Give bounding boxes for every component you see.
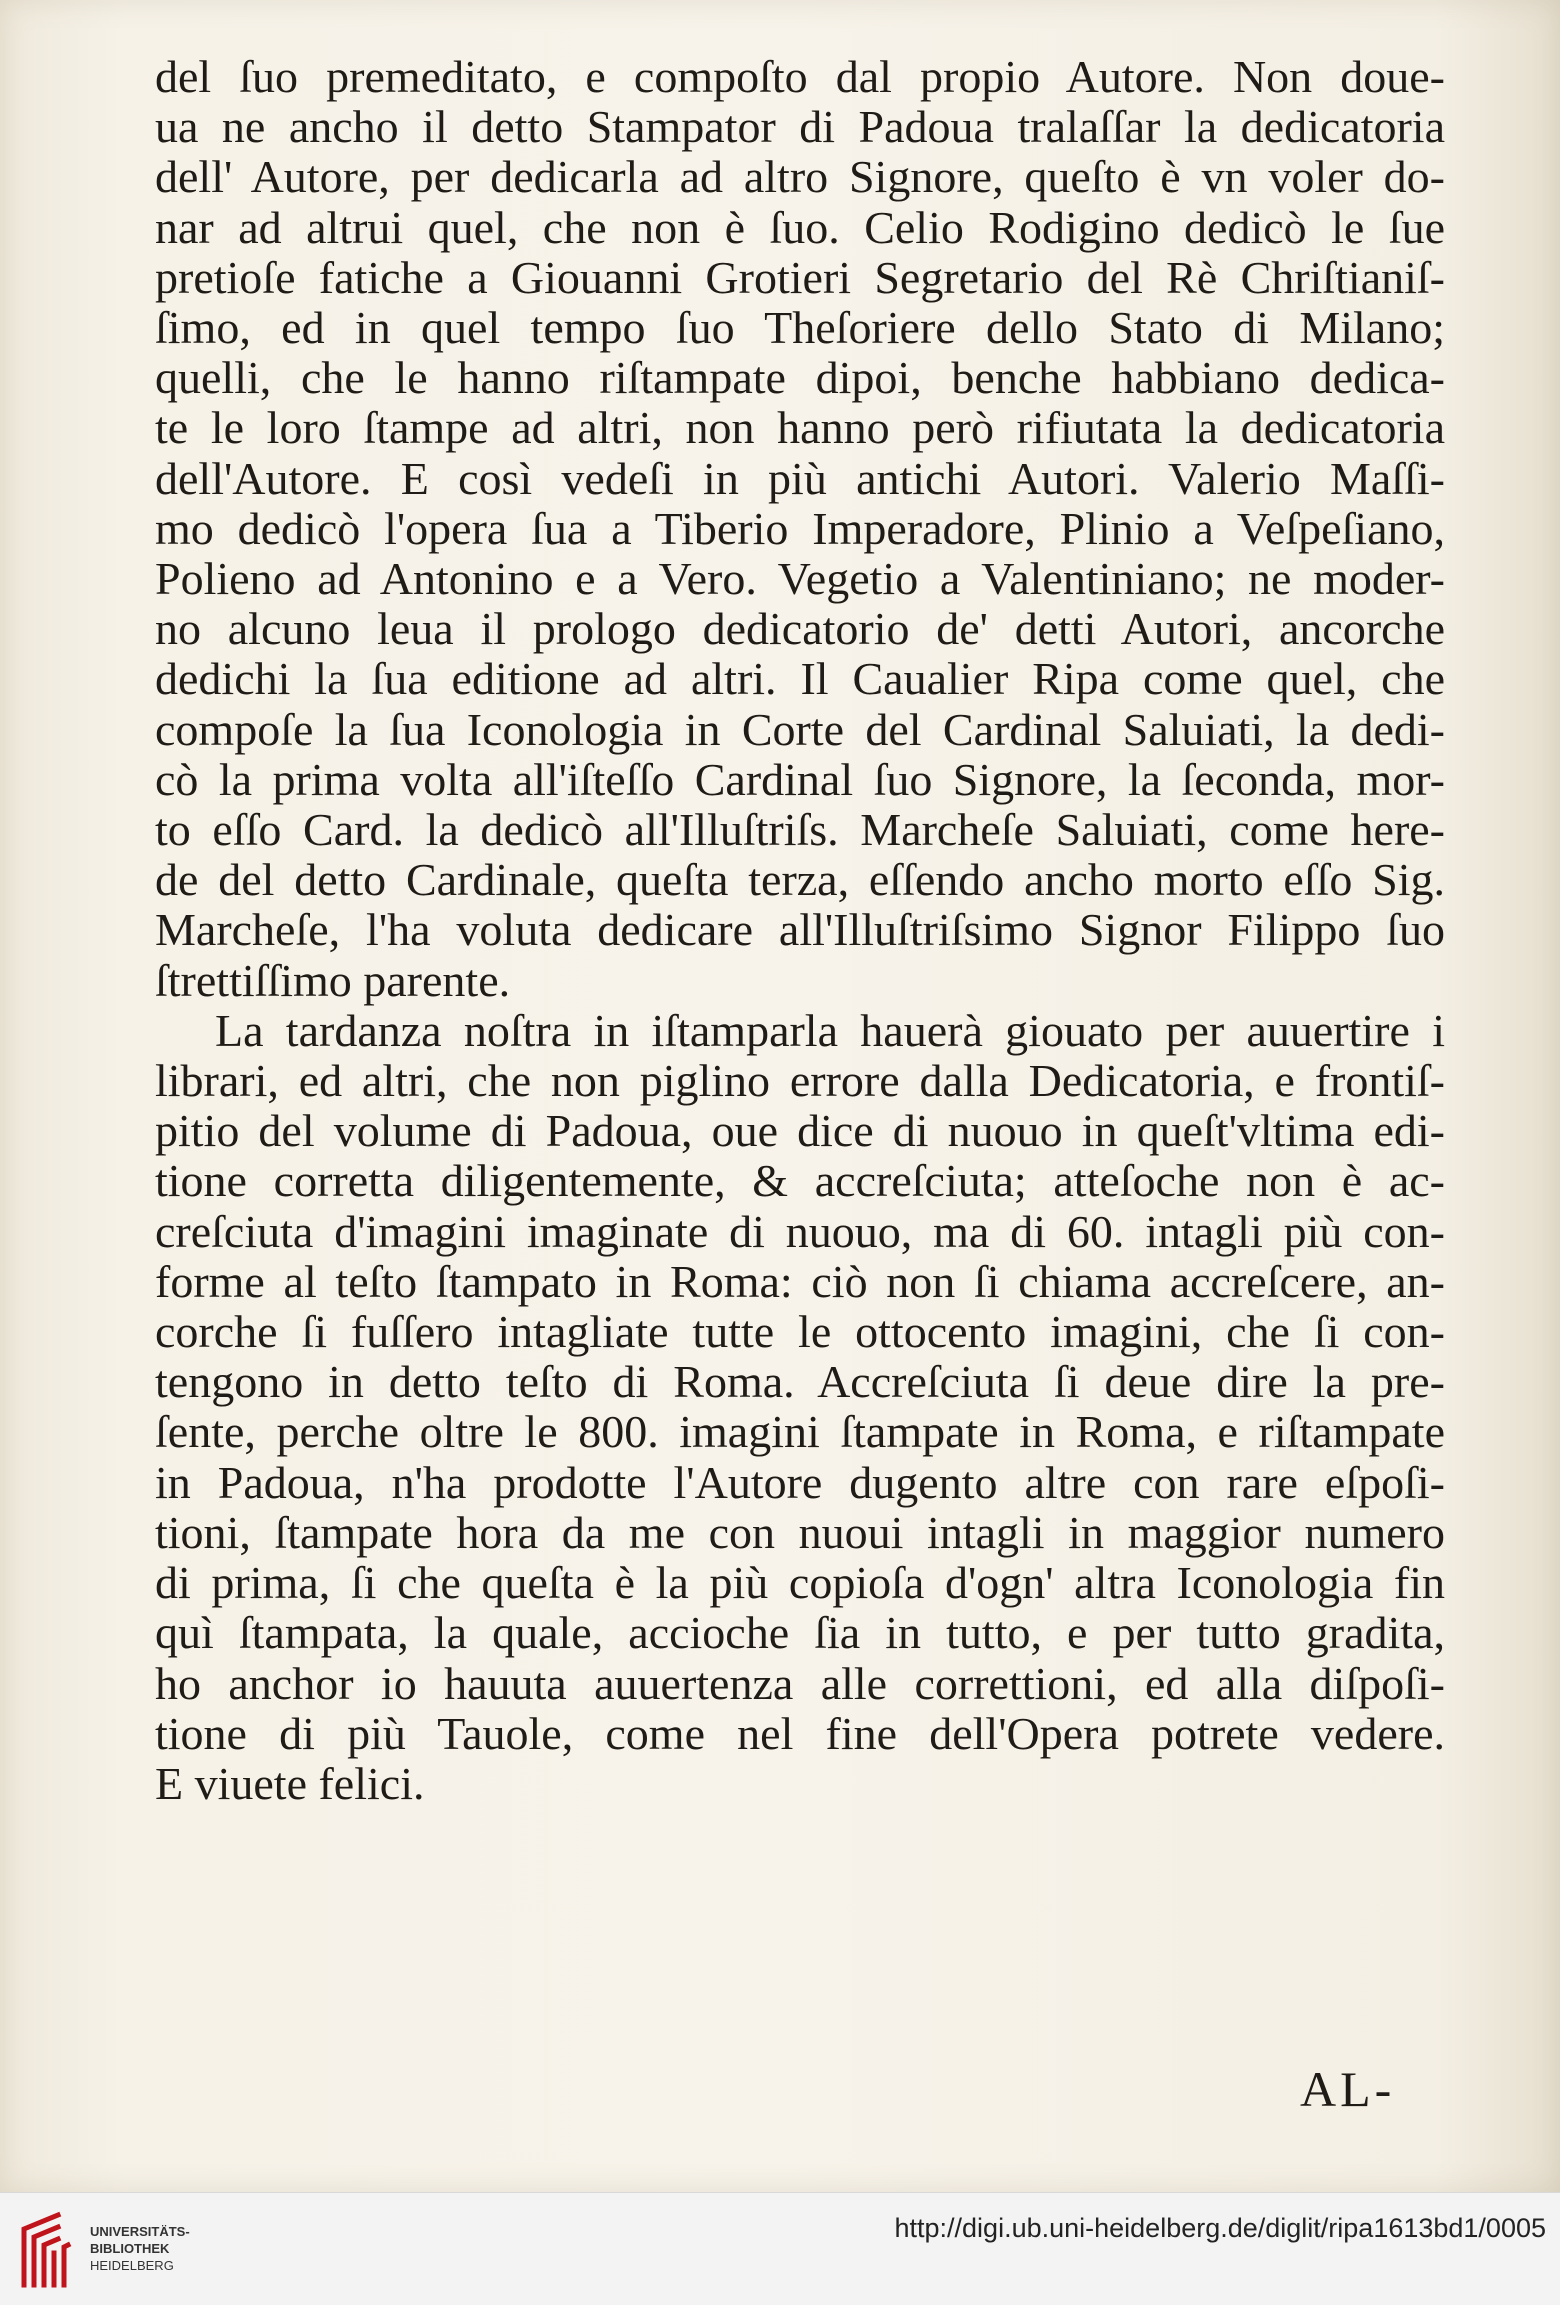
text-line: nar ad altrui quel, che non è ſuo. Celio Rodigino dedicò le ſue — [155, 201, 1445, 253]
text-line: pitio del volume di Padoua, oue dice di nuouo in queſt'vltima edi- — [155, 1105, 1445, 1157]
text-line: pretioſe fatiche a Giouanni Grotieri Segretario del Rè Chriſtianiſ- — [155, 251, 1445, 303]
text-line: corche ſi fuſſero intagliate tutte le ottocento imagini, che ſi con- — [155, 1306, 1445, 1358]
text-line: librari, ed altri, che non piglino errore dalla Dedicatoria, e frontiſ- — [155, 1055, 1445, 1107]
text-line: compoſe la ſua Iconologia in Corte del Cardinal Saluiati, la dedi- — [155, 703, 1445, 755]
text-line: to eſſo Card. la dedicò all'Illuſtriſs. Marcheſe Saluiati, come here- — [155, 804, 1445, 856]
text-line: tengono in detto teſto di Roma. Accreſciuta ſi deue dire la pre- — [155, 1356, 1445, 1408]
text-line: tioni, ſtampate hora da me con nuoui intagli in maggior numero — [155, 1506, 1445, 1558]
text-line: ho anchor io hauuta auuertenza alle correttioni, ed alla diſpoſi- — [155, 1657, 1445, 1709]
library-footer — [0, 2192, 1560, 2305]
permalink-url[interactable]: http://digi.ub.uni-heidelberg.de/diglit/ripa1613bd1/0005 — [894, 2213, 1546, 2243]
institution-line: UNIVERSITÄTS- — [90, 2224, 190, 2239]
text-line: cò la prima volta all'iſteſſo Cardinal ſuo Signore, la ſeconda, mor- — [155, 753, 1445, 805]
text-line: in Padoua, n'ha prodotte l'Autore dugento altre con rare eſpoſi- — [155, 1456, 1445, 1508]
institution-name — [90, 2223, 190, 2274]
text-line: quelli, che le hanno riſtampate dipoi, benche habbiano dedica- — [155, 352, 1445, 404]
catchword: AL- — [1300, 2061, 1396, 2117]
text-line: dedichi la ſua editione ad altri. Il Caualier Ripa come quel, che — [155, 653, 1445, 705]
text-line: ſtrettiſſimo parente. — [155, 954, 511, 1006]
text-line: mo dedicò l'opera ſua a Tiberio Imperadore, Plinio a Veſpeſiano, — [155, 502, 1445, 554]
text-line: no alcuno leua il prologo dedicatorio de' detti Autori, ancorche — [155, 603, 1445, 655]
text-line: te le loro ſtampe ad altri, non hanno però rifiutata la dedicatoria — [155, 402, 1445, 454]
text-line: ſente, perche oltre le 800. imagini ſtampate in Roma, e riſtampate — [155, 1406, 1445, 1458]
text-line: quì ſtampata, la quale, accioche ſia in tutto, e per tutto gradita, — [155, 1607, 1445, 1659]
text-line: de del detto Cardinale, queſta terza, eſſendo ancho morto eſſo Sig. — [155, 854, 1445, 906]
text-line: creſciuta d'imagini imaginate di nuouo, ma di 60. intagli più con- — [155, 1205, 1445, 1257]
institution-line: BIBLIOTHEK — [90, 2241, 170, 2256]
text-line: dell' Autore, per dedicarla ad altro Signore, queſto è vn voler do- — [155, 151, 1445, 203]
text-line: del ſuo premeditato, e compoſto dal propio Autore. Non doue- — [155, 51, 1445, 102]
institution-line: HEIDELBERG — [90, 2258, 174, 2273]
university-library-logo-icon[interactable] — [18, 2207, 74, 2291]
text-line: di prima, ſi che queſta è la più copioſa d'ogn' altra Iconologia fin — [155, 1557, 1445, 1609]
text-line: E viuete felici. — [155, 1757, 425, 1809]
text-line: tione corretta diligentemente, & accreſciuta; atteſoche non è ac- — [155, 1155, 1445, 1207]
text-line: tione di più Tauole, come nel fine dell'Opera potrete vedere. — [155, 1707, 1445, 1759]
text-line: Marcheſe, l'ha voluta dedicare all'Illuſtriſsimo Signor Filippo ſuo — [155, 904, 1445, 956]
text-line: Polieno ad Antonino e a Vero. Vegetio a Valentiniano; ne moder- — [155, 553, 1445, 605]
text-line: La tardanza noſtra in iſtamparla hauerà giouato per auuertire i — [215, 1004, 1445, 1056]
text-line: dell'Autore. E così vedeſi in più antichi Autori. Valerio Maſſi- — [155, 452, 1445, 504]
text-line: ſimo, ed in quel tempo ſuo Theſoriere dello Stato di Milano; — [155, 302, 1445, 354]
body-text — [155, 52, 1445, 1809]
text-line: forme al teſto ſtampato in Roma: ciò non ſi chiama accreſcere, an- — [155, 1255, 1445, 1307]
text-line: ua ne ancho il detto Stampator di Padoua tralaſſar la dedicatoria — [155, 101, 1445, 153]
